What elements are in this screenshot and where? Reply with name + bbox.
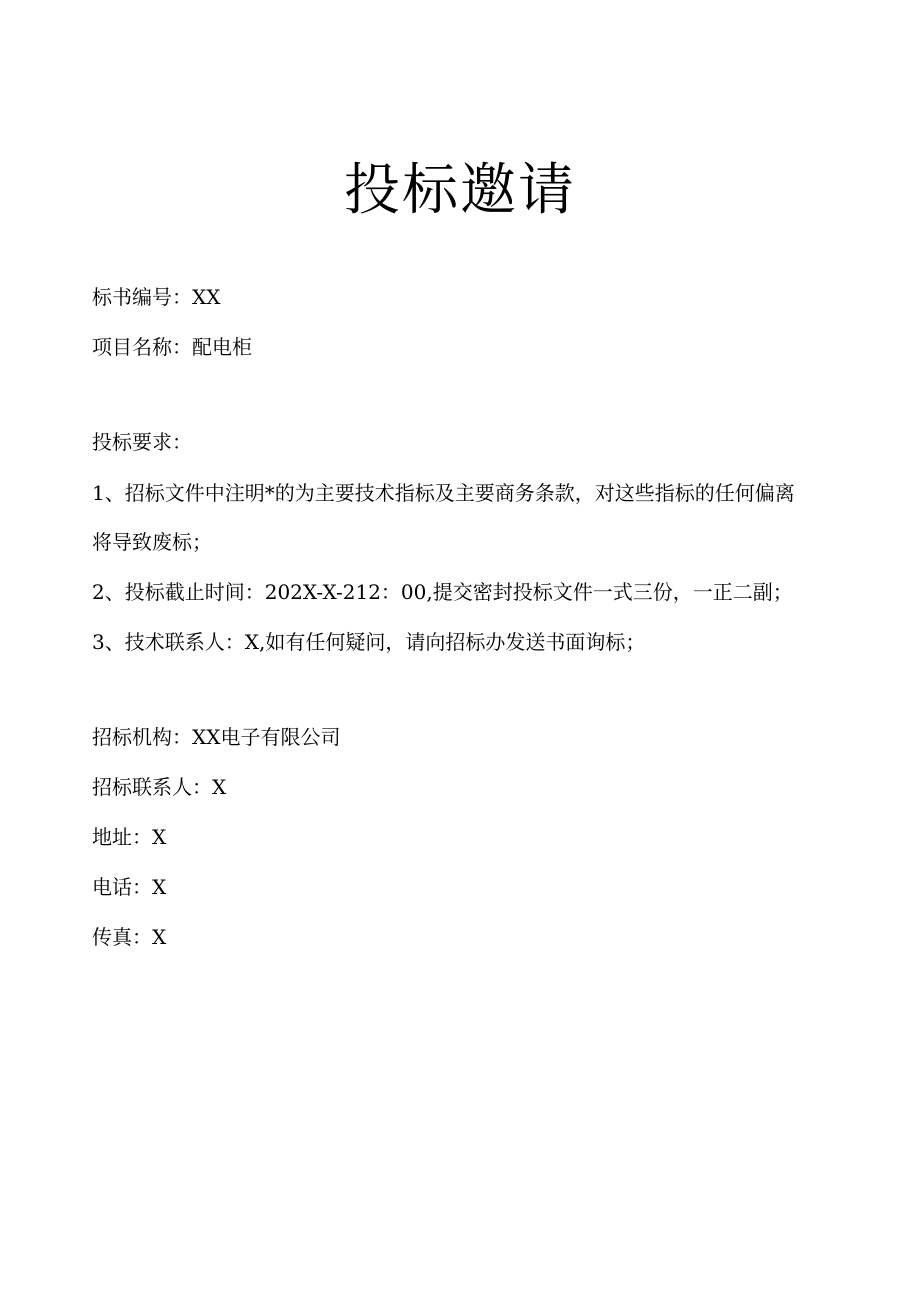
- requirement-item-1-continued: 将导致废标；: [92, 530, 212, 554]
- requirement-item-1: 1、招标文件中注明*的为主要技术指标及主要商务条款，对这些指标的任何偏离: [92, 481, 795, 505]
- project-name: 项目名称：配电柜: [92, 335, 252, 359]
- contact-person: 招标联系人：X: [92, 775, 227, 799]
- requirement-item-2: 2、投标截止时间：202X-X-212：00,提交密封投标文件一式三份，一正二副；: [92, 580, 793, 604]
- requirements-heading: 投标要求：: [92, 430, 192, 454]
- address: 地址：X: [92, 825, 167, 849]
- phone: 电话：X: [92, 875, 167, 899]
- fax: 传真：X: [92, 925, 167, 949]
- bid-number: 标书编号：XX: [92, 285, 221, 309]
- organization: 招标机构：XX电子有限公司: [92, 725, 341, 749]
- requirement-item-3: 3、技术联系人：X,如有任何疑问，请向招标办发送书面询标；: [92, 630, 646, 654]
- document-title: 投标邀请: [344, 158, 576, 223]
